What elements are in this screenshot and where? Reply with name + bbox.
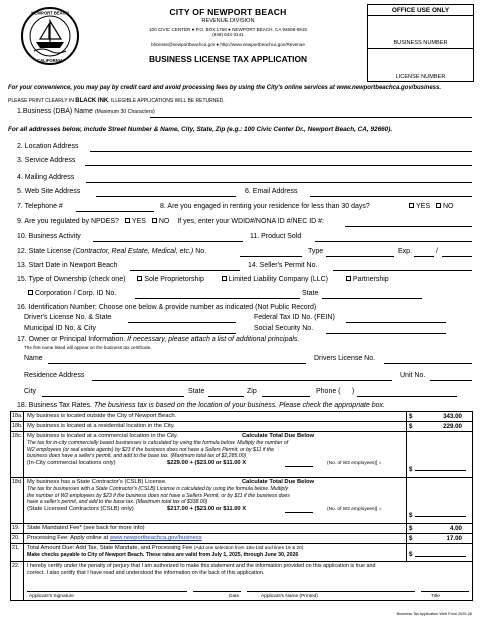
partnership-label: Partnership — [352, 276, 389, 283]
office-use-title: OFFICE USE ONLY — [368, 5, 473, 16]
corp-state-input[interactable] — [322, 298, 422, 299]
svg-text:NEWPORT BEACH: NEWPORT BEACH — [31, 10, 69, 16]
license-number-cell — [368, 49, 473, 82]
rate-18d-emp-label: (No. of W2 employees)] = — [327, 506, 382, 512]
rate-18d-total-input[interactable] — [415, 516, 466, 517]
rate-amount — [406, 422, 472, 431]
amount-value: 229.00 — [443, 423, 462, 430]
print-note-c: . ILLEGIBLE APPLICATIONS WILL BE RETURNED. — [108, 98, 225, 104]
city-web-contact[interactable]: blicense@newportbeachca.gov ● http://www.newportbeachca.gov/Revenue — [151, 42, 305, 48]
state-license-no-input[interactable] — [240, 256, 302, 257]
title-input[interactable] — [421, 591, 469, 592]
fein-label: Federal Tax ID No. (FEIN) — [254, 314, 335, 321]
dollar-sign: $ — [409, 551, 413, 558]
owner-info-label: 17. Owner or Principal Information. — [17, 336, 126, 343]
product-sold-input[interactable] — [315, 241, 472, 242]
short-term-rental-options — [405, 203, 453, 210]
state-license-type-input[interactable] — [326, 256, 394, 257]
amount-value: 343.00 — [443, 413, 462, 420]
division-name: REVENUE DIVISION — [201, 17, 255, 24]
sole-prop-checkbox[interactable] — [137, 276, 142, 281]
total-due-input[interactable] — [415, 556, 466, 557]
date-input[interactable] — [193, 591, 241, 592]
business-activity-input[interactable] — [93, 241, 243, 242]
owner-name-label: Name — [24, 355, 43, 362]
state-license-note: (Contractor, Real Estate, Medical, etc.) — [73, 248, 194, 255]
npdes-no-label: NO — [158, 218, 170, 225]
website-label: 5. Web Site Address — [17, 188, 81, 195]
business-name-note: (Maximum 30 Characters) — [94, 109, 155, 115]
drivers-license-state-input[interactable] — [128, 322, 236, 323]
drivers-license-state-label: Driver's License No. & State — [24, 314, 112, 321]
rate-row-22 — [11, 562, 472, 600]
city-seal-logo — [20, 6, 80, 66]
service-address-label: 3. Service Address — [17, 157, 76, 164]
business-portal-link[interactable]: www.newportbeachca.gov/business — [109, 535, 202, 541]
rate-text: My business is located outside the City of Newport Beach. — [27, 413, 177, 419]
owner-info-note: If necessary, please attach a list of additional principals. — [127, 336, 300, 343]
rental-yes-label: YES — [416, 203, 431, 210]
exp-separator: / — [436, 248, 438, 255]
rate-row-18b[interactable] — [11, 422, 472, 432]
rate-row-20 — [11, 534, 472, 544]
rate-18d-line2: the number of W2 employees by $23 if the business does not have a Sellers Permit, or by $11 if the business does — [27, 492, 290, 499]
title-label: Title — [431, 594, 440, 599]
certification-line2: correct. I also certify that I have read and understood the information on the back of this application. — [27, 569, 265, 576]
rate-18c-formula: $229.00 + ($23.00 or $11.00 X — [167, 459, 247, 466]
signature-label: Applicant's Signature — [29, 594, 74, 599]
exp-year-input[interactable] — [442, 256, 472, 257]
amount-value: 4.00 — [449, 525, 462, 532]
start-date-label: 13. Start Date in Newport Beach — [17, 262, 118, 269]
corp-id-input[interactable] — [135, 298, 300, 299]
rate-row-18c[interactable] — [11, 432, 472, 478]
business-name-input[interactable] — [150, 117, 472, 118]
business-name-label: 1.Business (DBA) Name — [17, 108, 93, 115]
form-header — [98, 7, 358, 64]
business-activity-label: 10. Business Activity — [17, 233, 81, 240]
partnership-checkbox[interactable] — [346, 276, 351, 281]
rate-18d-head — [27, 479, 404, 486]
total-due-label: Total Amount Due: Add Tax, State Mandate, and Processing Fee — [27, 545, 193, 551]
owner-phone-paren: ) — [352, 388, 355, 395]
rate-num: 18b. — [12, 423, 23, 429]
owner-dl-input[interactable] — [384, 363, 472, 364]
tax-rates-row — [17, 402, 385, 409]
llc-checkbox[interactable] — [222, 276, 227, 281]
mailing-address-label: 4. Mailing Address — [17, 174, 75, 181]
w2-employees-18c-input[interactable] — [285, 460, 313, 467]
signature-input[interactable] — [27, 591, 187, 592]
license-number-label: LICENSE NUMBER — [395, 74, 446, 80]
ownership-row — [17, 276, 389, 283]
location-address-label: 2. Location Address — [17, 143, 79, 150]
rate-18c-line3: business does have a seller's permit, and add to the base tax. (Maximum total tax of $2,285.00) — [27, 453, 247, 460]
rate-text: State Mandated Fee* (see back for more info) — [27, 525, 145, 531]
corporation-label: Corporation / Corp. ID No. — [35, 290, 117, 297]
print-note-a: PLEASE PRINT CLEARLY IN — [8, 98, 76, 104]
owner-first-name-note: The first name listed will appear on the business tax certificate. — [24, 345, 152, 350]
rate-row-19 — [11, 524, 472, 534]
business-number-cell — [368, 16, 473, 49]
owner-city-input[interactable] — [42, 396, 184, 397]
dollar-sign: $ — [409, 466, 413, 473]
print-clearly-note — [8, 98, 225, 104]
owner-phone-label: Phone ( — [316, 388, 341, 395]
corporation-checkbox[interactable] — [28, 290, 33, 295]
location-address-input[interactable] — [90, 151, 472, 152]
rate-num: 20. — [11, 534, 24, 543]
footer-form-id: Business Tax Application Web Form 2025-26 — [396, 612, 472, 616]
tax-rates-note: The business tax is based on the location of your business. Please check the appropriate box. — [93, 402, 385, 409]
id-number-heading: 16. Identification Number: Choose one below & provide number as indicated (Not Public Record) — [17, 304, 317, 311]
address-format-note: For all addresses below, include Street Number & Name, City, State, Zip (e.g.: 100 Civic Center Dr., Newport Beach, CA, 92660). — [8, 126, 393, 133]
rate-18c-emp-label: (No. of W2 employees)] = — [327, 460, 382, 466]
owner-state-label: State — [188, 388, 205, 395]
ssn-input[interactable] — [326, 333, 446, 334]
rate-num: 21. — [11, 544, 24, 561]
state-license-row — [17, 248, 206, 255]
telephone-label: 7. Telephone # — [17, 203, 63, 210]
rate-row-18d[interactable] — [11, 478, 472, 524]
rate-18c-head — [27, 433, 404, 440]
rental-no-checkbox[interactable] — [436, 203, 441, 208]
print-note-ink: BLACK INK — [75, 98, 109, 104]
owner-phone-input[interactable] — [357, 396, 457, 397]
residence-address-label: Residence Address — [24, 372, 85, 379]
dollar-sign: $ — [409, 512, 413, 519]
npdes-yes-checkbox[interactable] — [125, 218, 130, 223]
w2-employees-18d-input[interactable] — [285, 506, 313, 513]
convenience-note: For your convenience, you may pay by credit card and avoid processing fees by using the City's online services at www.newportbeachca.gov/business. — [8, 85, 442, 91]
rate-amount — [406, 524, 472, 533]
rate-18d-formula-row — [27, 506, 404, 514]
office-use-box — [367, 4, 474, 82]
tax-rates-table — [10, 411, 473, 601]
corporation-row — [24, 290, 116, 297]
npdes-row — [17, 218, 324, 225]
calc-total-label: Calculate Total Due Below — [242, 433, 315, 439]
corp-state-label: State — [302, 290, 319, 297]
state-license-exp-label: Exp. — [398, 248, 413, 255]
rate-amount — [406, 412, 472, 421]
email-input[interactable] — [310, 196, 472, 197]
ownership-label: 15. Type of Ownership (check one) — [17, 276, 126, 283]
npdes-question: 9. Are you regulated by NPDES? — [17, 218, 119, 225]
rate-text: My business is located at a residential location in the City. — [27, 423, 175, 429]
processing-fee-label: Processing Fee: Apply online at — [27, 535, 110, 541]
date-label: Date — [229, 594, 240, 599]
calc-total-label: Calculate Total Due Below — [242, 479, 315, 485]
printed-name-label: Applicant's Name (Printed) — [261, 594, 318, 599]
rate-18c-total-input[interactable] — [415, 470, 466, 471]
mailing-address-input[interactable] — [86, 182, 472, 183]
unit-no-input[interactable] — [430, 380, 472, 381]
rental-yes-checkbox[interactable] — [409, 203, 414, 208]
owner-dl-label: Drivers License No. — [314, 355, 376, 362]
printed-name-input[interactable] — [247, 591, 415, 592]
owner-city-label: City — [24, 388, 37, 395]
city-address: 100 CIVIC CENTER ● P.O. BOX 1768 ● NEWPORT BEACH, CA 92658-8915 — [149, 26, 307, 32]
owner-info-row — [17, 336, 299, 343]
form-title: BUSINESS LICENSE TAX APPLICATION — [148, 53, 308, 64]
rate-row-21 — [11, 544, 472, 562]
rate-amount — [406, 534, 472, 543]
rate-num: 19. — [11, 524, 24, 533]
certification-line1: I hereby certify under the penalty of perjury that I am authorized to make this statement and the information provided on this application is true and — [27, 563, 376, 569]
rate-18d-scope: (State Licensed Contractors (CSLB) only) — [27, 505, 134, 512]
residence-address-input[interactable] — [92, 380, 392, 381]
rate-amount — [406, 544, 472, 561]
rate-18c-line1: The tax for in-city commercially based businesses is calculated by using the formula below. Multiply the number of — [27, 440, 289, 447]
state-license-no-label: No. — [195, 248, 207, 255]
municipal-id-input[interactable] — [112, 333, 236, 334]
rate-18d-line1: The tax for businesses with a State Contractor's (CSLB) License is calculated by using the formula below. Multiply — [27, 486, 289, 493]
city-phone: (949) 644-3141 — [212, 32, 244, 38]
rate-text-block — [27, 433, 404, 468]
product-sold-label: 11. Product Sold — [250, 233, 302, 240]
business-number-label: BUSINESS NUMBER — [393, 40, 448, 46]
dollar-sign: $ — [409, 535, 413, 542]
dollar-sign: $ — [409, 413, 413, 420]
rental-no-label: NO — [442, 203, 454, 210]
fein-input[interactable] — [346, 322, 446, 323]
owner-state-input[interactable] — [208, 396, 244, 397]
dollar-sign: $ — [409, 423, 413, 430]
city-name: CITY OF NEWPORT BEACH — [169, 7, 287, 17]
municipal-id-label: Municipal ID No. & City — [24, 325, 96, 332]
rate-text-block — [27, 479, 404, 514]
short-term-rental-question: 8. Are you engaged in renting your residence for less than 30 days? — [160, 203, 370, 210]
rate-18d-line3: have a seller's permit, and add to the base tax. (Maximum total tax of $338.00) — [27, 499, 208, 506]
npdes-no-checkbox[interactable] — [152, 218, 157, 223]
rate-num: 22. — [11, 562, 24, 600]
rate-text — [27, 535, 404, 542]
rate-amount — [406, 478, 472, 523]
rate-num: 18d. — [11, 478, 24, 523]
sellers-permit-label: 14. Seller's Permit No. — [248, 262, 318, 269]
ssn-label: Social Security No. — [254, 325, 314, 332]
rate-18c-title: My business is located at a commercial location in the City. — [27, 433, 178, 439]
total-due-note: (Add one selection from 18a-18d and lines 19 & 20) — [193, 546, 304, 551]
sellers-permit-input[interactable] — [333, 270, 472, 271]
rate-num: 18c. — [11, 432, 24, 477]
exp-month-input[interactable] — [414, 256, 434, 257]
rate-18d-formula: $217.00 + ($23.00 or $11.00 X — [167, 505, 247, 512]
owner-name-input[interactable] — [48, 363, 306, 364]
website-input[interactable] — [96, 196, 236, 197]
tax-rates-label: 18. Business Tax Rates. — [17, 402, 92, 409]
owner-zip-label: Zip — [247, 388, 257, 395]
checks-payable-note: Make checks payable to City of Newport Beach. These rates are valid from July 1, 2025, through June 30, 2026 — [27, 552, 299, 559]
npdes-id-label: If yes, enter your WDID#/NONA ID #/NEC ID #: — [177, 218, 324, 225]
field-business-name — [17, 108, 155, 115]
owner-zip-input[interactable] — [262, 396, 310, 397]
rate-18c-formula-row — [27, 460, 404, 468]
email-label: 6. Email Address — [245, 188, 298, 195]
sole-prop-label: Sole Proprietorship — [144, 276, 204, 283]
start-date-input[interactable] — [130, 270, 240, 271]
llc-label: Limited Liability Company (LLC) — [228, 276, 328, 283]
service-address-input[interactable] — [85, 165, 472, 166]
rate-text-block — [27, 545, 404, 559]
svg-text:CALIFORNIA: CALIFORNIA — [37, 58, 63, 63]
state-license-type-label: Type — [308, 248, 324, 255]
unit-no-label: Unit No. — [400, 372, 426, 379]
rate-18c-line2: W2 employees (or real estate agents) by $23 if the business does not have a Sellers Permit, or by $11 if the — [27, 446, 275, 453]
amount-value: 17.00 — [446, 535, 462, 542]
rate-amount — [406, 432, 472, 477]
rate-18d-title: My business has a State Contractor's (CSLB) License. — [27, 479, 167, 485]
rate-num: 18a. — [12, 413, 23, 419]
rate-18c-scope: (In-City commercial locations only) — [27, 459, 116, 466]
npdes-id-input[interactable] — [345, 226, 472, 227]
npdes-yes-label: YES — [131, 218, 146, 225]
dollar-sign: $ — [409, 525, 413, 532]
telephone-input[interactable] — [76, 211, 154, 212]
rate-row-18a[interactable] — [11, 412, 472, 422]
state-license-label: 12. State License — [17, 248, 72, 255]
certification-text — [27, 563, 468, 577]
